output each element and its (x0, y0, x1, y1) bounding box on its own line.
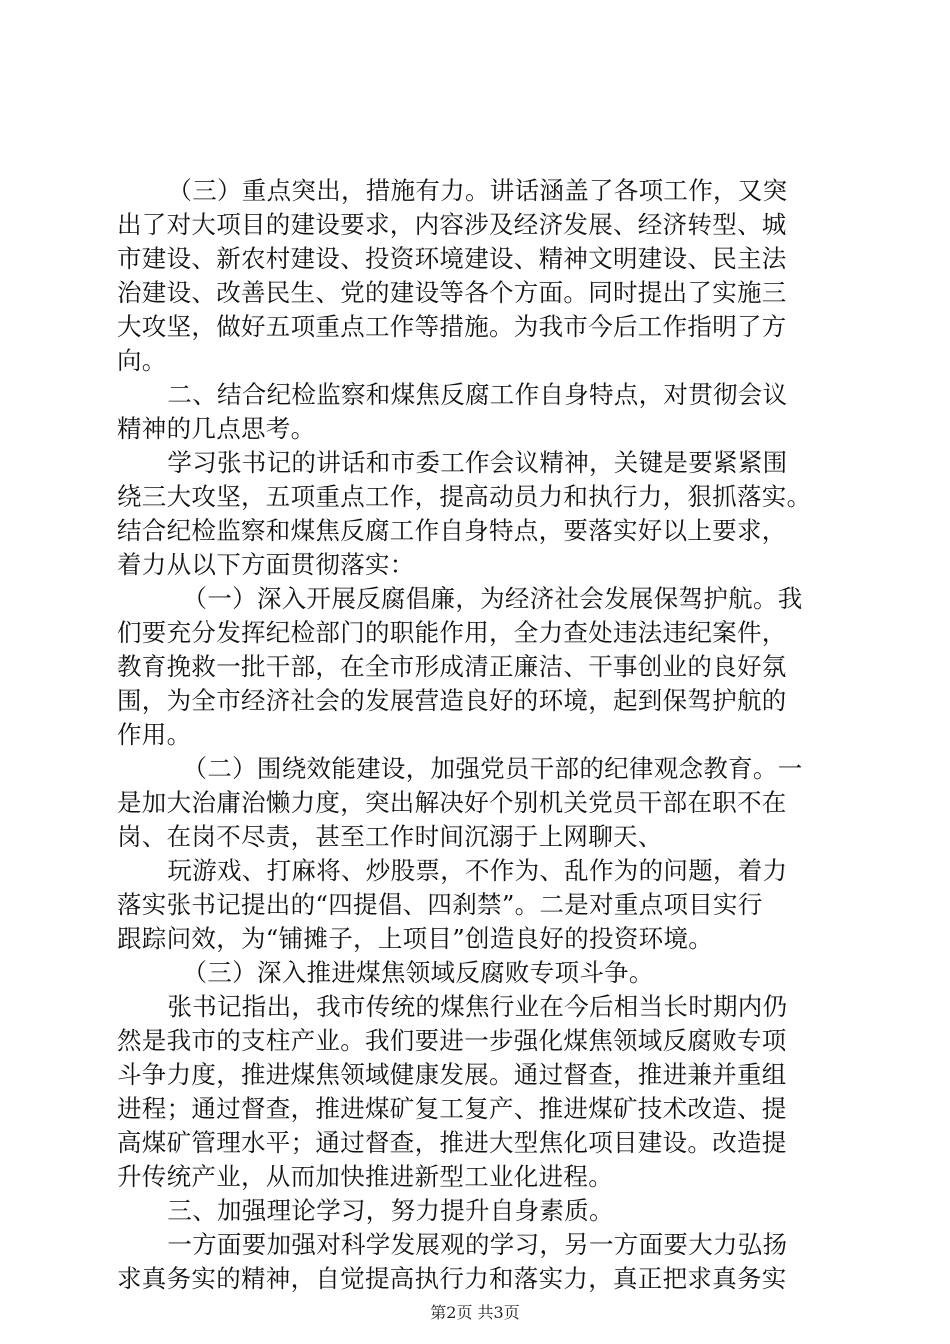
text-line: （三）重点突出，措施有力。讲话涵盖了各项工作，又突 (167, 176, 788, 205)
text-line: 落实张书记提出的“四提倡、四刹禁”。二是对重点项目实行 (117, 890, 763, 919)
text-line: 斗争力度，推进煤焦领域健康发展。通过督查，推进兼并重组 (117, 1060, 787, 1089)
text-line: 一方面要加强对科学发展观的学习，另一方面要大力弘扬 (167, 1230, 788, 1259)
text-line: 升传统产业，从而加快推进新型工业化进程。 (117, 1162, 613, 1191)
text-line: 市建设、新农村建设、投资环境建设、精神文明建设、民主法 (117, 244, 787, 273)
text-line: 三、加强理论学习，努力提升自身素质。 (167, 1196, 614, 1225)
text-line: 治建设、改善民生、党的建设等各个方面。同时提出了实施三 (117, 278, 787, 307)
text-line: 学习张书记的讲话和市委工作会议精神，关键是要紧紧围 (167, 448, 788, 477)
text-line: 求真务实的精神，自觉提高执行力和落实力，真正把求真务实 (117, 1264, 787, 1293)
text-line: （二）围绕效能建设，加强党员干部的纪律观念教育。一 (182, 754, 803, 783)
document-body (117, 174, 842, 1296)
text-line: 作用。 (117, 720, 192, 749)
text-line: 玩游戏、打麻将、炒股票，不作为、乱作为的问题，着力 (167, 856, 788, 885)
text-line: 着力从以下方面贯彻落实： (117, 550, 415, 579)
text-line: 大攻坚，做好五项重点工作等措施。为我市今后工作指明了方 (117, 312, 787, 341)
text-line: 跟踪问效，为“铺摊子，上项目”创造良好的投资环境。 (117, 924, 714, 953)
text-line: 向。 (117, 346, 167, 375)
text-line: 进程；通过督查，推进煤矿复工复产、推进煤矿技术改造、提 (117, 1094, 787, 1123)
text-line: 出了对大项目的建设要求，内容涉及经济发展、经济转型、城 (117, 210, 787, 239)
text-line: 绕三大攻坚，五项重点工作，提高动员力和执行力，狠抓落实。 (117, 482, 812, 511)
text-line: 教育挽救一批干部，在全市形成清正廉洁、干事创业的良好氛 (117, 652, 787, 681)
text-line: 围，为全市经济社会的发展营造良好的环境，起到保驾护航的 (117, 686, 787, 715)
text-line: 张书记指出，我市传统的煤焦行业在今后相当长时期内仍 (167, 992, 788, 1021)
text-line: （一）深入开展反腐倡廉，为经济社会发展保驾护航。我 (182, 584, 803, 613)
text-line: 们要充分发挥纪检部门的职能作用，全力查处违法违纪案件， (117, 618, 787, 647)
text-line: 结合纪检监察和煤焦反腐工作自身特点，要落实好以上要求， (117, 516, 787, 545)
text-line: 高煤矿管理水平；通过督查，推进大型焦化项目建设。改造提 (117, 1128, 787, 1157)
text-line: 精神的几点思考。 (117, 414, 316, 443)
text-line: 是加大治庸治懒力度，突出解决好个别机关党员干部在职不在 (117, 788, 787, 817)
text-line: （三）深入推进煤焦领域反腐败专项斗争。 (182, 958, 654, 987)
text-line: 岗、在岗不尽责，甚至工作时间沉溺于上网聊天、 (117, 822, 663, 851)
page-number-footer: 第2页 共3页 (430, 1303, 520, 1322)
text-line: 然是我市的支柱产业。我们要进一步强化煤焦领域反腐败专项 (117, 1026, 787, 1055)
text-line: 二、结合纪检监察和煤焦反腐工作自身特点，对贯彻会议 (167, 380, 788, 409)
